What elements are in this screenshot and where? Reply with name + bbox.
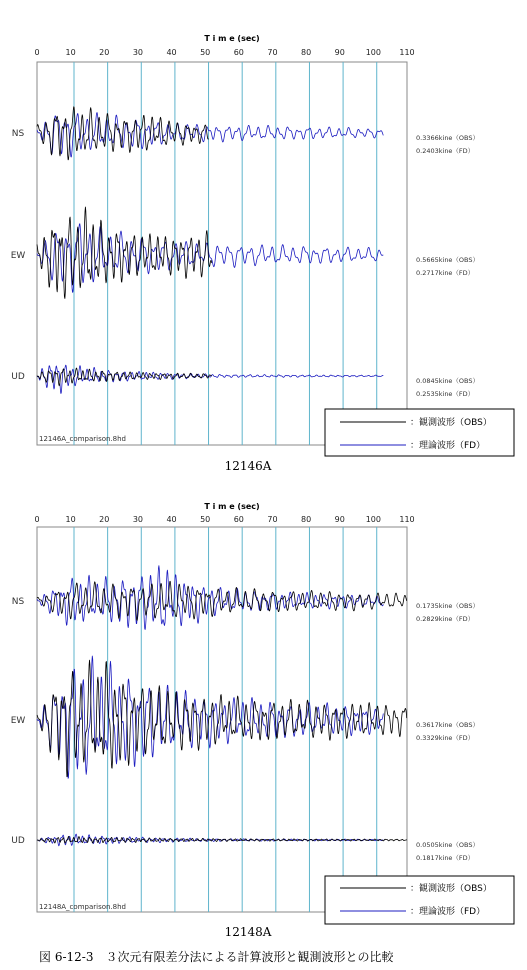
plot-frame	[37, 527, 407, 912]
x-tick-label: 110	[399, 515, 415, 524]
x-tick-label: 30	[132, 48, 144, 57]
file-label: 12148A_comparison.8hd	[39, 903, 126, 911]
x-tick-label: 30	[132, 515, 144, 524]
time-gridlines	[74, 62, 377, 445]
obs-amplitude-label: 0.3366kine（OBS）	[416, 134, 480, 142]
legend-obs-label: ：観測波形（OBS）	[410, 418, 492, 428]
figure-caption: 図 6-12-3 ３次元有限差分法による計算波形と観測波形との比較	[39, 950, 394, 964]
fd-amplitude-label: 0.2829kine（FD）	[416, 615, 475, 623]
fd-amplitude-label: 0.2403kine（FD）	[416, 147, 475, 155]
x-tick-label: 20	[99, 515, 110, 524]
x-tick-label: 10	[65, 48, 76, 57]
component-label: EW	[10, 716, 26, 726]
observed-waveform	[37, 660, 407, 777]
component-label: EW	[10, 251, 26, 261]
x-axis-title: T i m e (sec)	[204, 34, 260, 43]
x-tick-label: 70	[267, 515, 278, 524]
x-tick-label: 60	[233, 515, 244, 524]
x-tick-label: 100	[365, 515, 382, 524]
legend	[325, 409, 514, 456]
x-tick-label: 50	[200, 515, 211, 524]
chart-panel-12146A	[11, 34, 514, 473]
file-label: 12146A_comparison.8hd	[39, 435, 126, 443]
chart-panel-12148A	[11, 502, 514, 939]
x-tick-label: 10	[65, 515, 76, 524]
legend-obs-label: ：観測波形（OBS）	[410, 884, 492, 894]
components	[11, 107, 479, 398]
x-tick-label: 0	[34, 48, 40, 57]
components	[11, 566, 479, 862]
x-tick-label: 100	[365, 48, 382, 57]
x-tick-label: 40	[166, 515, 177, 524]
observed-waveform	[37, 207, 212, 299]
obs-amplitude-label: 0.3617kine（OBS）	[416, 721, 480, 729]
x-tick-label: 0	[34, 515, 40, 524]
fd-amplitude-label: 0.1817kine（FD）	[416, 854, 475, 862]
x-tick-label: 40	[166, 48, 177, 57]
x-tick-label: 70	[267, 48, 278, 57]
fd-waveform	[37, 224, 383, 293]
event-title: 12146A	[224, 459, 272, 473]
obs-amplitude-label: 0.5665kine（OBS）	[416, 256, 480, 264]
legend-fd-label: ：理論波形（FD）	[410, 441, 486, 451]
obs-amplitude-label: 0.1735kine（OBS）	[416, 602, 480, 610]
x-tick-label: 60	[233, 48, 244, 57]
x-axis-title: T i m e (sec)	[204, 502, 260, 511]
legend	[325, 876, 514, 924]
time-gridlines	[74, 527, 377, 912]
observed-waveform	[37, 107, 209, 160]
component-label: NS	[11, 129, 25, 139]
component-label: UD	[11, 372, 25, 382]
x-tick-label: 110	[399, 48, 415, 57]
x-tick-label: 80	[300, 515, 312, 524]
x-tick-labels	[34, 515, 414, 524]
obs-amplitude-label: 0.0845kine（OBS）	[416, 377, 480, 385]
x-tick-label: 80	[300, 48, 312, 57]
component-label: UD	[11, 836, 25, 846]
x-tick-label: 90	[334, 515, 345, 524]
fd-amplitude-label: 0.2535kine（FD）	[416, 390, 475, 398]
component-label: NS	[11, 597, 25, 607]
obs-amplitude-label: 0.0505kine（OBS）	[416, 841, 480, 849]
event-title: 12148A	[224, 925, 272, 939]
x-tick-label: 50	[200, 48, 211, 57]
fd-amplitude-label: 0.3329kine（FD）	[416, 734, 475, 742]
x-tick-label: 20	[99, 48, 110, 57]
x-tick-labels	[34, 48, 414, 57]
observed-waveform	[37, 368, 212, 386]
legend-fd-label: ：理論波形（FD）	[410, 907, 486, 917]
fd-amplitude-label: 0.2717kine（FD）	[416, 269, 475, 277]
x-tick-label: 90	[334, 48, 345, 57]
